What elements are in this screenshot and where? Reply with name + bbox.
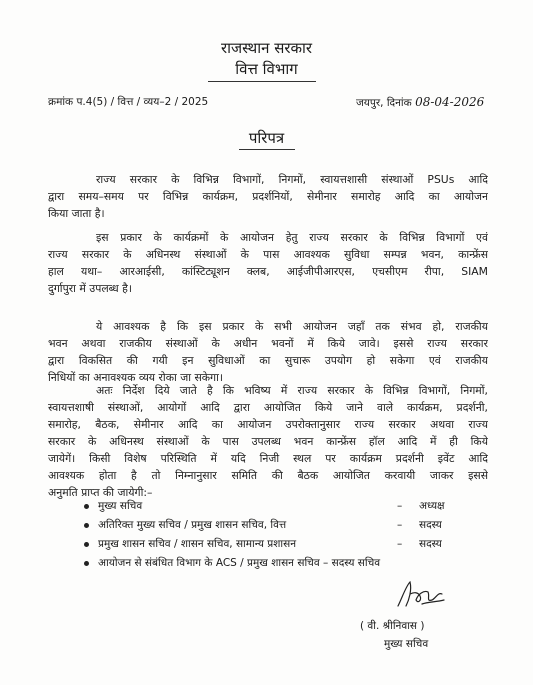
govt-name: राजस्थान सरकार [220,39,313,57]
committee-list [84,497,484,573]
paragraph-line: सरकार के अधिनस्थ संस्थाओं के पास उपलब्ध भवन कान्फ्रेंस हॉल आदि में ही किये [48,435,488,448]
paragraph-line: भवन अथवा राजकीय संस्थाओं के अधीन भवनों में किये जावे। इससे राज्य सरकार [48,337,488,350]
header-underline [208,81,316,82]
paragraph-line: राज्य सरकार के अधिनस्थ संस्थाओं के पास आवश्यक सुविधा सम्पन्न भवन, कान्फ्रेंस [48,248,488,261]
paragraph-line: स्वायत्तशाषी संस्थाओं, आयोगों आदि द्वारा आयोजित किये जाने वाले कार्यक्रम, प्रदर्शनी, [48,401,488,414]
paragraph-1 [48,171,488,222]
bullet-icon [84,561,89,566]
signatory-designation: मुख्य सचिव [384,638,429,650]
bullet-icon [84,542,89,547]
paragraph-line: द्वारा विकसित की गयी इन सुविधाओं का सुचारू उपयोग हो सकेगा एवं राजकीय [48,354,488,367]
committee-role: सदस्य [419,538,442,550]
document-title: परिपत्र [248,129,285,147]
committee-dash: – [397,538,403,550]
bullet-icon [84,504,89,509]
paragraph-line: किया जाता है। [48,207,105,220]
paragraph-line: हाल यथा– आरआईसी, कांस्टिट्यूशन क्लब, आईजीपीआरएस, एचसीएम रीपा, SIAM [48,265,488,278]
paragraph-line: द्वारा समय–समय पर विभिन्न कार्यक्रम, प्रदर्शनियों, सेमीनार समारोह आदि का आयोजन [48,190,488,203]
place-label: जयपुर, दिनांक [356,97,412,109]
place-date [356,95,484,110]
bullet-icon [84,523,89,528]
paragraph-line: निधियों का अनावश्यक व्यय रोका जा सकेगा। [48,371,224,384]
committee-member: मुख्य सचिव [98,500,143,512]
title-underline [239,149,295,150]
committee-item [84,497,484,516]
reference-number: क्रमांक प.4(5) / वित्त / व्यय–2 / 2025 [48,96,209,108]
committee-item [84,516,484,535]
handwritten-date: 08-04-2026 [415,95,485,109]
paragraph-line: अतः निर्देश दिये जाते है कि भविष्य में राज्य सरकार के विभिन्न विभागों, निगमों, [96,384,488,397]
committee-member: प्रमुख शासन सचिव / शासन सचिव, सामान्य प्रशासन [98,538,297,550]
paragraph-3 [48,318,488,386]
paragraph-2 [48,229,488,297]
committee-dash: – [397,500,403,512]
committee-item [84,535,484,554]
signatory-name: ( वी. श्रीनिवास ) [360,620,425,632]
paragraph-line: आवश्यक होता है तो निम्नानुसार समिति की बैठक आयोजित करवायी जाकर इससे [48,469,488,482]
signature-image [392,578,452,612]
paragraph-line: अनुमति प्राप्त की जायेगी:– [48,486,153,499]
paragraph-line: समारोह, बैठक, सेमीनार आदि का आयोजन उपरोक्तानुसार राज्य सरकार अथवा राज्य [48,418,488,431]
committee-member: आयोजन से संबंधित विभाग के ACS / प्रमुख शासन सचिव – सदस्य सचिव [98,557,381,569]
committee-role: अध्यक्ष [419,500,445,512]
committee-role: सदस्य [419,519,442,531]
committee-item [84,554,484,573]
department-name: वित्त विभाग [235,60,298,78]
paragraph-line: राज्य सरकार के विभिन्न विभागों, निगमों, स्वायत्तशासी संस्थाओं PSUs आदि [96,173,488,186]
paragraph-line: दुर्गापुरा में उपलब्ध है। [48,282,132,295]
committee-dash: – [397,519,403,531]
paragraph-line: जायेगें। किसी विशेष परिस्थिति में यदि निजी स्थल पर कार्यक्रम प्रदर्शनी इवेंट आदि [48,452,488,465]
paragraph-line: इस प्रकार के कार्यक्रमों के आयोजन हेतु राज्य सरकार के विभिन्न विभागों एवं [96,231,488,244]
committee-member: अतिरिक्त मुख्य सचिव / प्रमुख शासन सचिव, वित्त [98,519,287,531]
paragraph-line: ये आवश्यक है कि इस प्रकार के सभी आयोजन जहाँ तक संभव हो, राजकीय [96,320,488,333]
paragraph-4 [48,382,488,501]
